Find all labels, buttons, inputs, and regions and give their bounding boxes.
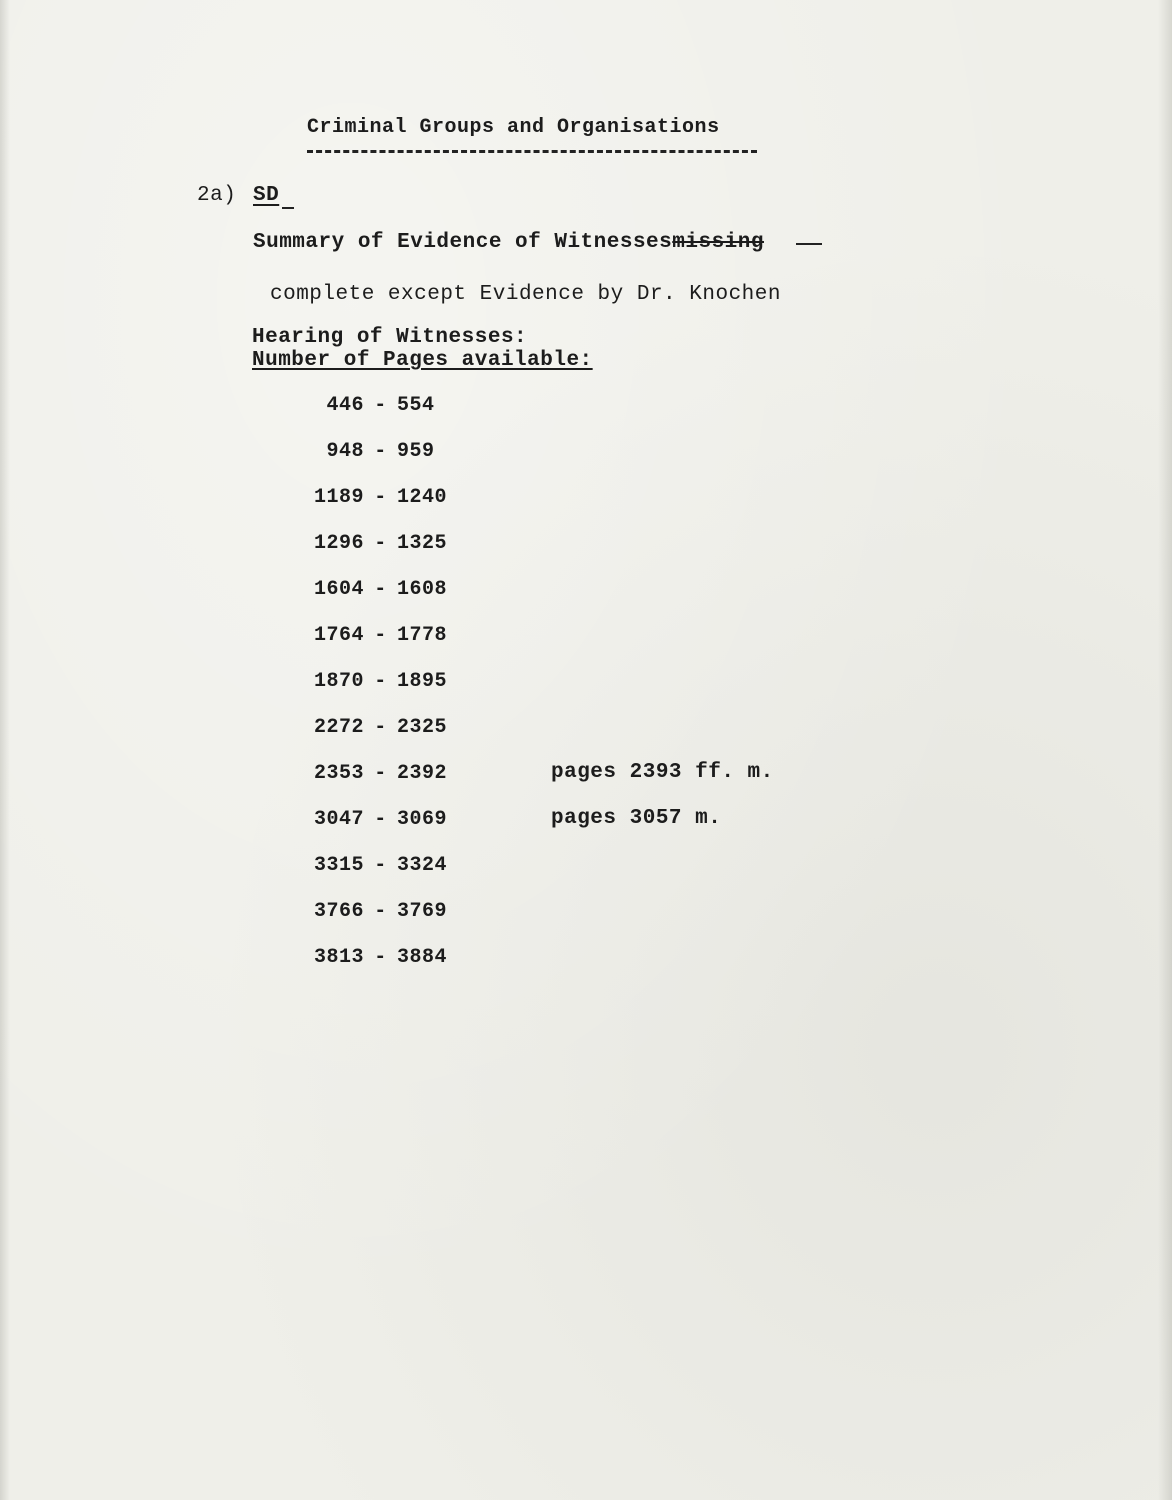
hearing-heading: Hearing of Witnesses:	[252, 326, 528, 349]
range-start: 1870	[313, 670, 364, 693]
section-code-underline-tail	[282, 207, 294, 209]
summary-text: Summary of Evidence of Witnesses	[253, 231, 673, 254]
range-start: 2272	[313, 716, 364, 739]
range-start: 1764	[313, 624, 364, 647]
range-dash: -	[374, 624, 387, 647]
range-dash: -	[374, 394, 387, 417]
range-end: 1325	[397, 532, 448, 555]
page-edge-left	[0, 0, 10, 1500]
section-code: SD	[253, 184, 280, 207]
range-start: 3047	[313, 808, 364, 831]
range-end: 3769	[397, 900, 448, 923]
page-range-row	[300, 394, 435, 417]
range-end: 3324	[397, 854, 448, 877]
range-start: 1189	[313, 486, 364, 509]
range-dash: -	[374, 486, 387, 509]
range-dash: -	[374, 808, 387, 831]
complete-note: complete except Evidence by Dr. Knochen	[270, 283, 781, 306]
range-end: 1778	[397, 624, 448, 647]
page-range-row	[300, 808, 447, 831]
range-note: pages 2393 ff. m.	[551, 761, 774, 784]
range-end: 2325	[397, 716, 448, 739]
page-range-row	[300, 486, 447, 509]
title-underline	[307, 150, 757, 153]
range-start: 3766	[313, 900, 364, 923]
range-dash: -	[374, 854, 387, 877]
page-range-row	[300, 670, 447, 693]
range-note: pages 3057 m.	[551, 807, 722, 830]
range-start: 948	[326, 440, 364, 463]
range-start: 3315	[313, 854, 364, 877]
range-end: 1608	[397, 578, 448, 601]
page-range-row	[300, 854, 447, 877]
pages-heading: Number of Pages available:	[252, 349, 593, 372]
strike-tail	[796, 243, 822, 245]
range-end: 1240	[397, 486, 448, 509]
page-range-row	[300, 578, 447, 601]
range-end: 554	[397, 394, 435, 417]
document-title: Criminal Groups and Organisations	[307, 116, 720, 139]
page-edge-right	[1158, 0, 1172, 1500]
summary-struck-word: missing	[672, 231, 764, 254]
range-end: 2392	[397, 762, 448, 785]
page-range-row	[300, 716, 447, 739]
range-start: 446	[326, 394, 364, 417]
range-end: 1895	[397, 670, 448, 693]
range-end: 3069	[397, 808, 448, 831]
page-range-row	[300, 762, 447, 785]
range-start: 2353	[313, 762, 364, 785]
page-range-row	[300, 624, 447, 647]
range-start: 1604	[313, 578, 364, 601]
range-dash: -	[374, 762, 387, 785]
range-dash: -	[374, 670, 387, 693]
range-start: 1296	[313, 532, 364, 555]
range-dash: -	[374, 440, 387, 463]
range-dash: -	[374, 946, 387, 969]
section-number: 2a)	[197, 184, 237, 207]
range-dash: -	[374, 900, 387, 923]
page-range-row	[300, 900, 447, 923]
range-end: 3884	[397, 946, 448, 969]
page-range-row	[300, 946, 447, 969]
range-start: 3813	[313, 946, 364, 969]
range-dash: -	[374, 532, 387, 555]
page-range-row	[300, 440, 435, 463]
page-range-row	[300, 532, 447, 555]
range-end: 959	[397, 440, 435, 463]
range-dash: -	[374, 578, 387, 601]
range-dash: -	[374, 716, 387, 739]
summary-line	[253, 231, 764, 254]
